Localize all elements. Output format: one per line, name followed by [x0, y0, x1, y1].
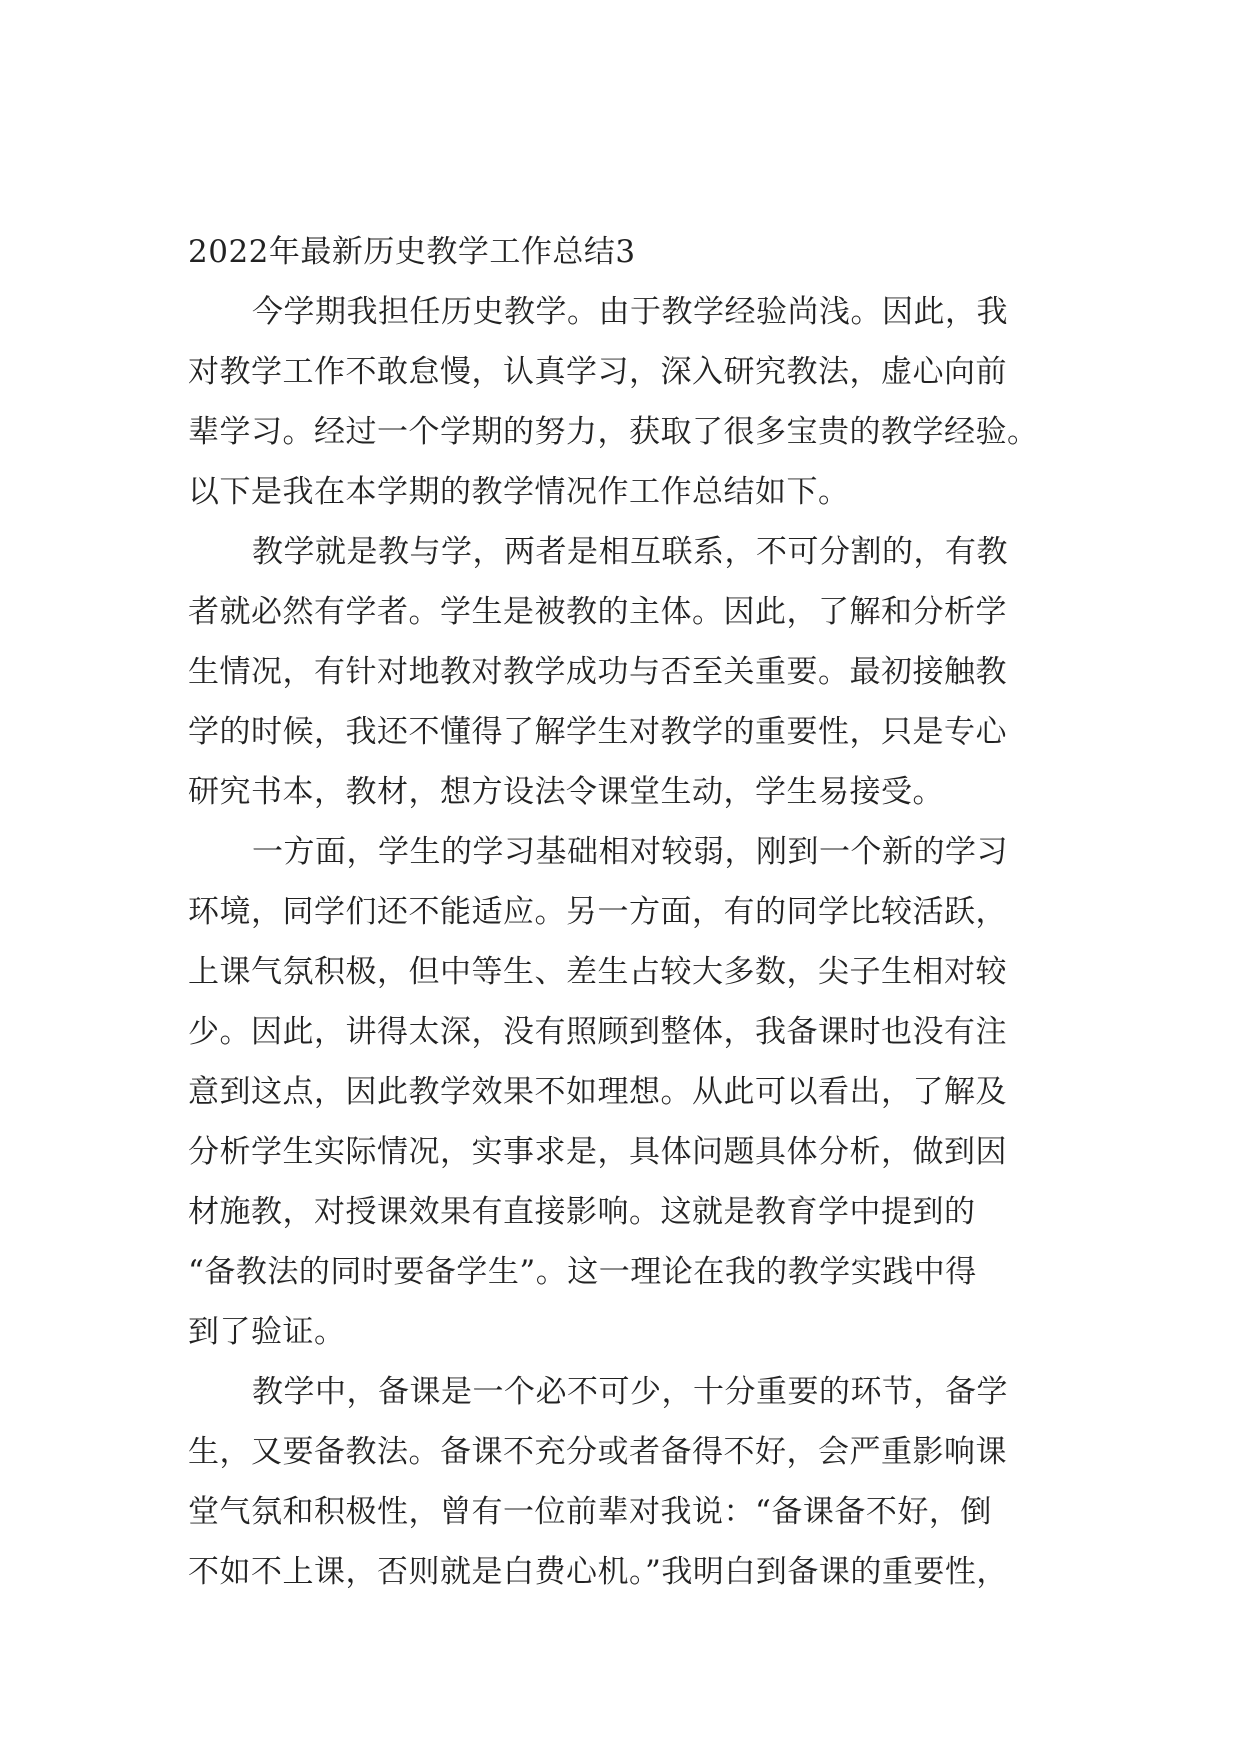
text-line: 教学中，备课是一个必不可少，十分重要的环节，备学	[252, 1374, 1008, 1410]
text-line: 一方面，学生的学习基础相对较弱，刚到一个新的学习	[252, 834, 1008, 870]
document-body	[188, 222, 1048, 1602]
text-line: 堂气氛和积极性，曾有一位前辈对我说：“备课备不好，倒	[188, 1494, 992, 1530]
text-line: 不如不上课，否则就是白费心机。”我明白到备课的重要性，	[188, 1554, 1008, 1590]
text-line: 到了验证。	[188, 1314, 346, 1350]
text-line: 意到这点，因此教学效果不如理想。从此可以看出，了解及	[188, 1074, 1007, 1110]
text-line: 者就必然有学者。学生是被教的主体。因此，了解和分析学	[188, 594, 1007, 630]
text-line: 教学就是教与学，两者是相互联系，不可分割的，有教	[252, 534, 1008, 570]
text-line: 环境，同学们还不能适应。另一方面，有的同学比较活跃，	[188, 894, 1007, 930]
text-line: 材施教，对授课效果有直接影响。这就是教育学中提到的	[188, 1194, 976, 1230]
text-line: 生，又要备教法。备课不充分或者备得不好，会严重影响课	[188, 1434, 1007, 1470]
text-line: 今学期我担任历史教学。由于教学经验尚浅。因此，我	[252, 294, 1008, 330]
text-line: 学的时候，我还不懂得了解学生对教学的重要性，只是专心	[188, 714, 1007, 750]
text-line: 上课气氛积极，但中等生、差生占较大多数，尖子生相对较	[188, 954, 1007, 990]
text-line: 分析学生实际情况，实事求是，具体问题具体分析，做到因	[188, 1134, 1007, 1170]
text-line: “备教法的同时要备学生”。这一理论在我的教学实践中得	[188, 1254, 977, 1290]
text-line: 对教学工作不敢怠慢，认真学习，深入研究教法，虚心向前	[188, 354, 1007, 390]
text-line: 少。因此，讲得太深，没有照顾到整体，我备课时也没有注	[188, 1014, 1007, 1050]
document-text	[188, 282, 1048, 1602]
text-line: 以下是我在本学期的教学情况作工作总结如下。	[188, 474, 850, 510]
text-line: 研究书本，教材，想方设法令课堂生动，学生易接受。	[188, 774, 944, 810]
document-title: 2022年最新历史教学工作总结3	[188, 234, 636, 270]
text-line: 辈学习。经过一个学期的努力，获取了很多宝贵的教学经验。	[188, 414, 1039, 450]
text-line: 生情况，有针对地教对教学成功与否至关重要。最初接触教	[188, 654, 1007, 690]
